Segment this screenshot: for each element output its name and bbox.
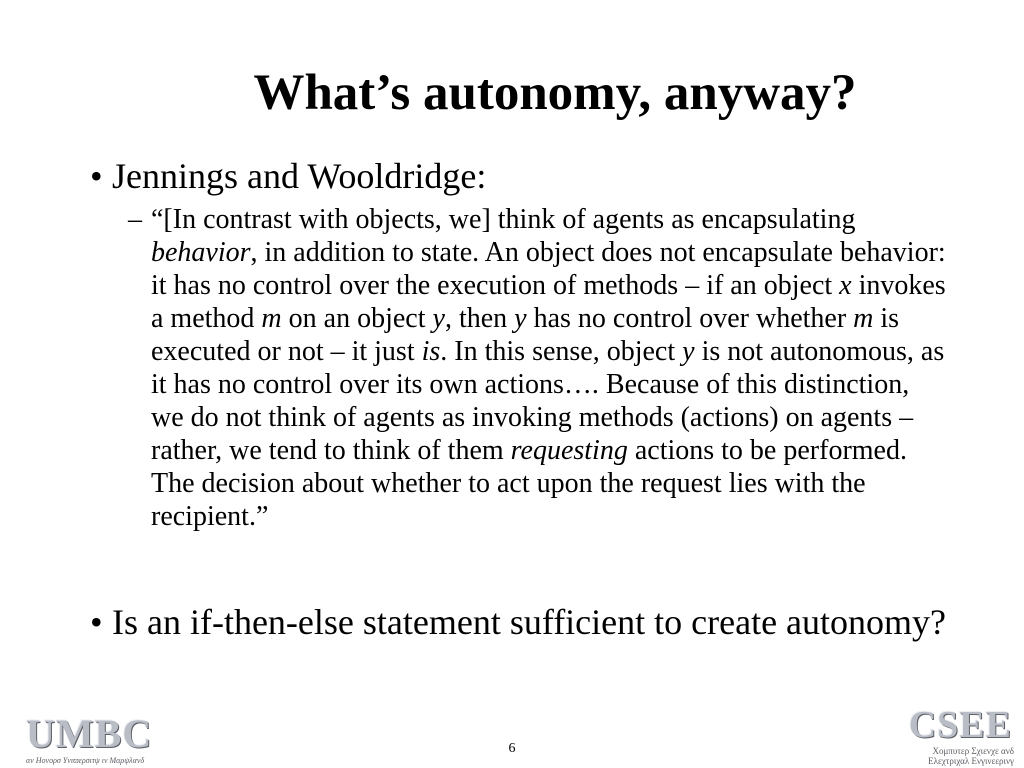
csee-logo-text: CSEE bbox=[908, 704, 1012, 746]
quote-text bbox=[128, 203, 948, 533]
quote-emphasis: y bbox=[432, 303, 445, 334]
quote-emphasis: x bbox=[839, 270, 852, 301]
slide-title: What’s autonomy, anyway? bbox=[253, 65, 857, 121]
quote-part: is not autonomous, as it has no control over its own actions…. Because of this distinction, we do not think of agents as invoking methods (actions) on agents – rather, we tend to think of them bbox=[151, 336, 945, 466]
quote-emphasis: m bbox=[853, 303, 874, 334]
bullet-text: Jennings and Wooldridge: bbox=[112, 156, 487, 196]
bullet-item bbox=[90, 158, 950, 195]
bullet-marker: • bbox=[90, 156, 103, 196]
quote-part: is executed or not – it just bbox=[151, 303, 900, 367]
quote-part: actions to be performed. The decision about whether to act upon the request lies with the recipient.” bbox=[151, 435, 907, 532]
quote-subbullet bbox=[128, 203, 948, 533]
quote-emphasis: y bbox=[514, 303, 527, 334]
bullet-item bbox=[90, 604, 950, 641]
quote-emphasis: m bbox=[261, 303, 282, 334]
csee-logo-tagline: Ελεχτριχαλ Ενγινεερινγ bbox=[928, 756, 1014, 766]
umbc-logo-text: UMBC bbox=[26, 711, 153, 756]
page-number: 6 bbox=[508, 741, 516, 756]
quote-part: has no control over whether bbox=[526, 303, 854, 334]
dash-marker: – bbox=[128, 204, 142, 235]
quote-part: , in addition to state. An object does not encapsulate behavior: it has no control over the execution of methods – if an object bbox=[151, 237, 946, 301]
quote-emphasis: y bbox=[682, 336, 695, 367]
quote-emphasis: requesting bbox=[510, 435, 628, 466]
quote-part: invokes a method bbox=[151, 270, 946, 334]
umbc-logo bbox=[20, 712, 170, 768]
bullet-marker: • bbox=[90, 602, 103, 642]
quote-part: “[In contrast with objects, we] think of agents as encapsulating bbox=[151, 204, 856, 235]
bullet-text: Is an if-then-else statement sufficient to create autonomy? bbox=[112, 602, 947, 642]
quote-part: . In this sense, object bbox=[440, 336, 683, 367]
umbc-logo-tagline: αν Ηονορσ Υνιϖερσιτψ ιν Μαρψλανδ bbox=[26, 756, 145, 765]
quote-part: on an object bbox=[281, 303, 433, 334]
csee-logo-tagline: Χομπυτερ Σχιενχε ανδ bbox=[932, 746, 1014, 756]
quote-emphasis: behavior bbox=[151, 237, 251, 268]
quote-emphasis: is bbox=[421, 336, 441, 367]
csee-logo bbox=[900, 704, 1020, 766]
quote-part: , then bbox=[444, 303, 515, 334]
